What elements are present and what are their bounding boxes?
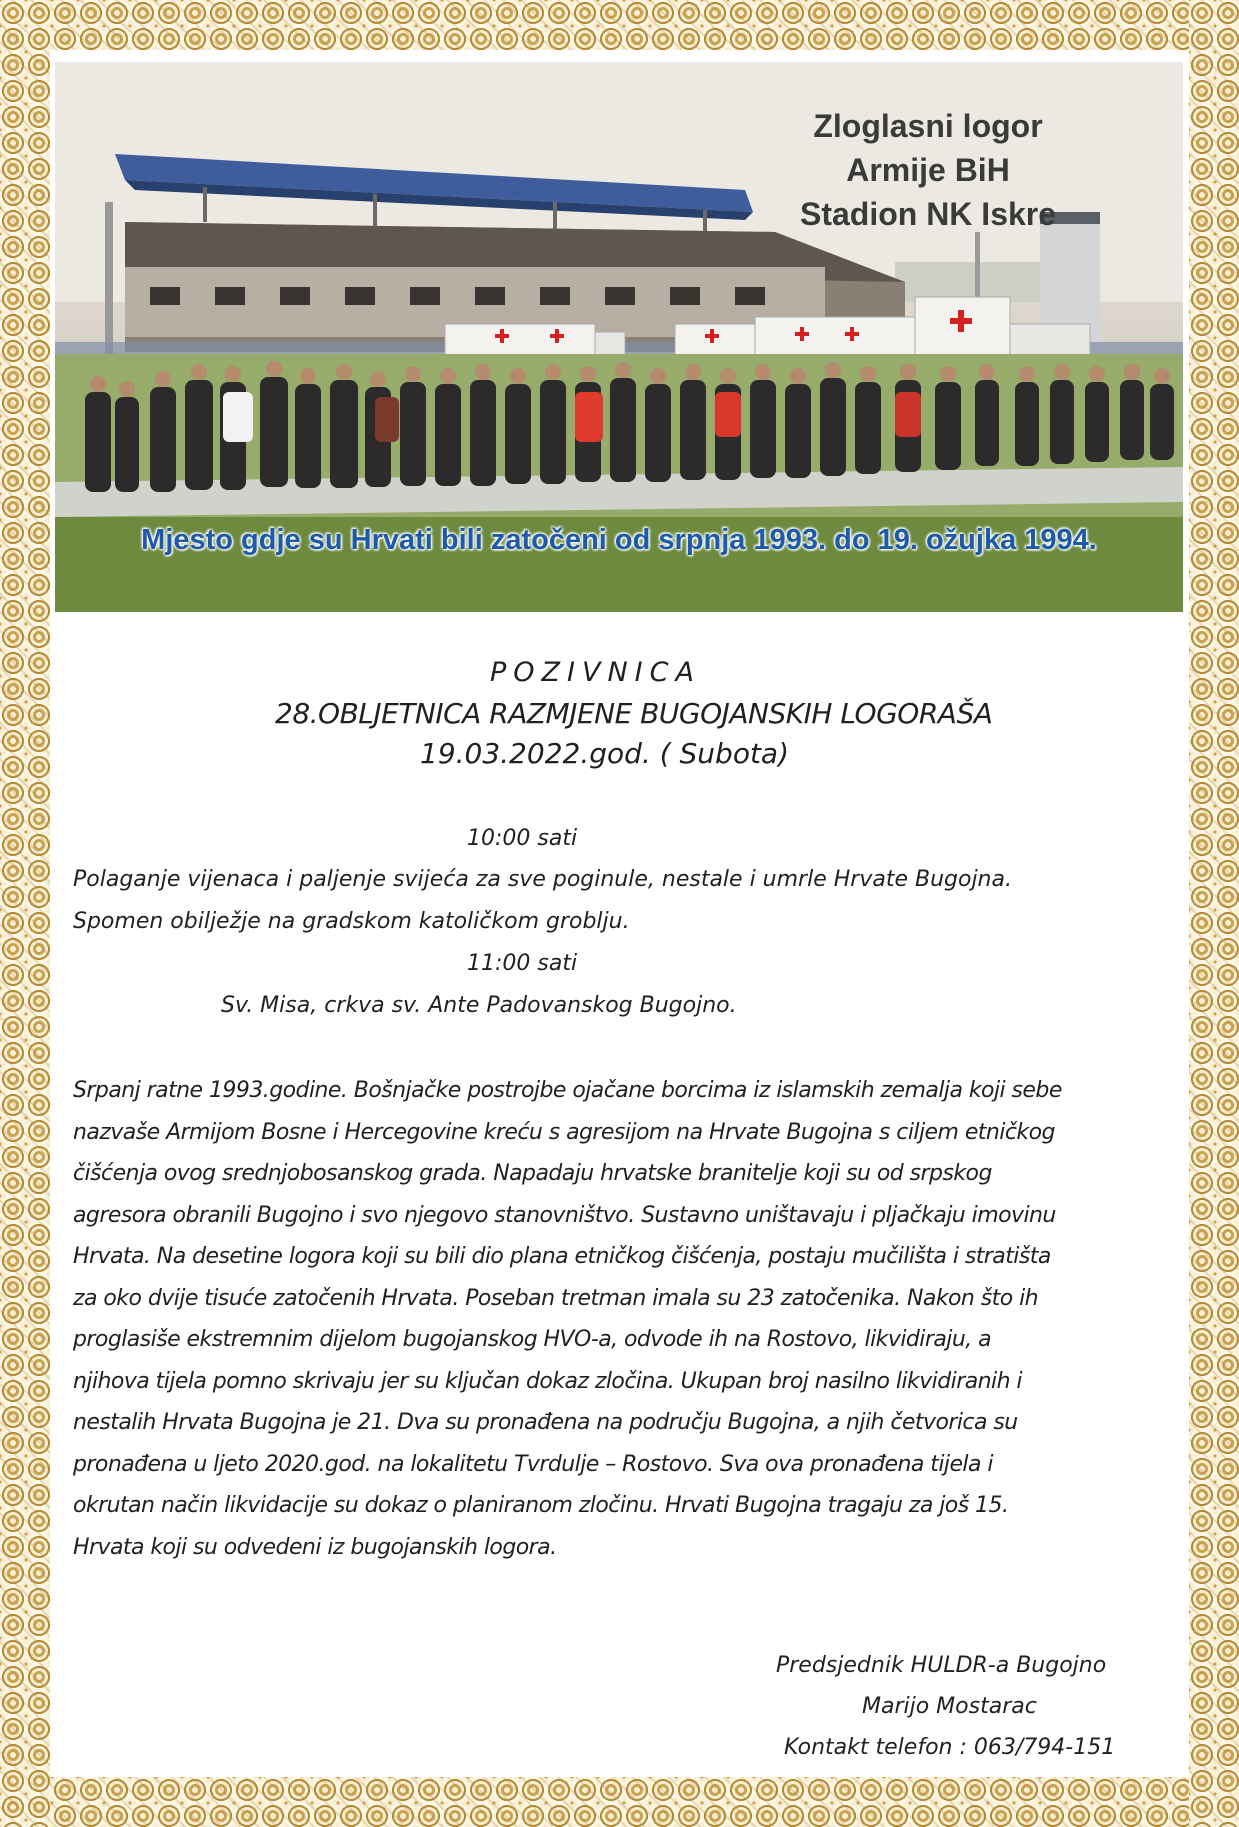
photo-title-line-1: Zloglasni logor [813, 108, 1043, 144]
program-line-2: Spomen obilježje na gradskom katoličkom groblju. [73, 909, 630, 934]
paragraph-line: nazvaše Armijom Bosne i Hercegovine kreću s agresijom na Hrvate Bugojna s ciljem etničkog [73, 1119, 1055, 1145]
invitation-heading: POZIVNICA [490, 657, 701, 688]
paragraph-line: Hrvata. Na desetine logora koji su bili dio plana etničkog čišćenja, postaju mučilišta i stratišta [73, 1244, 1051, 1269]
photo-title-line-3: Stadion NK Iskre [799, 196, 1057, 232]
border-right [1189, 0, 1239, 1827]
paragraph-line: za oko dvije tisuće zatočenih Hrvata. Poseban tretman imala su 23 zatočenika. Nakon što ih [73, 1285, 1039, 1311]
paragraph-line: okrutan način likvidacije su dokaz o planiranom zločinu. Hrvati Bugojna tragaju za još 15. [73, 1493, 1009, 1518]
event-date: 19.03.2022.god. ( Subota) [420, 737, 790, 770]
paragraph-line: nestalih Hrvata Bugojna je 21. Dva su pronađena na području Bugojna, a njih četvorica su [73, 1410, 1018, 1435]
paragraph-line: čišćenja ovog srednjobosanskog grada. Napadaju hrvatske branitelje koji su od srpskog [73, 1161, 992, 1186]
photo-caption: Mjesto gdje su Hrvati bili zatočeni od srpnja 1993. do 19. ožujka 1994. [141, 524, 1097, 556]
anniversary-title: 28.OBLJETNICA RAZMJENE BUGOJANSKIH LOGORAŠA [275, 697, 993, 730]
program-time-1: 10:00 sati [467, 826, 578, 851]
border-top [0, 0, 1239, 50]
signature-contact: Kontakt telefon : 063/794-151 [784, 1735, 1116, 1760]
paragraph-line: proglasiše ekstremnim dijelom bugojanskog HVO-a, odvode ih na Rostovo, likvidiraju, a [73, 1327, 992, 1352]
paragraph-line: njihova tijela pomno skrivaju jer su ključan dokaz zločina. Ukupan broj nasilno likvidiranih i [73, 1368, 1022, 1394]
program-line-3: Sv. Misa, crkva sv. Ante Padovanskog Bugojno. [221, 993, 737, 1018]
stadium-photo [55, 62, 1183, 612]
signature-role: Predsjednik HULDR-a Bugojno [776, 1653, 1107, 1678]
border-bottom [0, 1777, 1239, 1827]
paragraph-line: pronađena u ljeto 2020.god. na lokalitetu Tvrdulje – Rostovo. Sva ova pronađena tijela i [73, 1451, 993, 1477]
paragraph-line: Srpanj ratne 1993.godine. Bošnjačke postrojbe ojačane borcima iz islamskih zemalja koji sebe [73, 1078, 1062, 1103]
photo-title [763, 104, 1093, 236]
signature-name: Marijo Mostarac [862, 1694, 1037, 1719]
history-paragraph [73, 1070, 1183, 1568]
program-time-2: 11:00 sati [467, 951, 578, 976]
program-line-1: Polaganje vijenaca i paljenje svijeća za sve poginule, nestale i umrle Hrvate Bugojna. [73, 867, 1012, 892]
photo-title-line-2: Armije BiH [846, 152, 1010, 188]
paragraph-line: Hrvata koji su odvedeni iz bugojanskih logora. [73, 1534, 557, 1560]
border-left [0, 0, 50, 1827]
paragraph-line: agresora obranili Bugojno i svo njegovo stanovništvo. Sustavno uništavaju i pljačkaju imovinu [73, 1202, 1056, 1228]
